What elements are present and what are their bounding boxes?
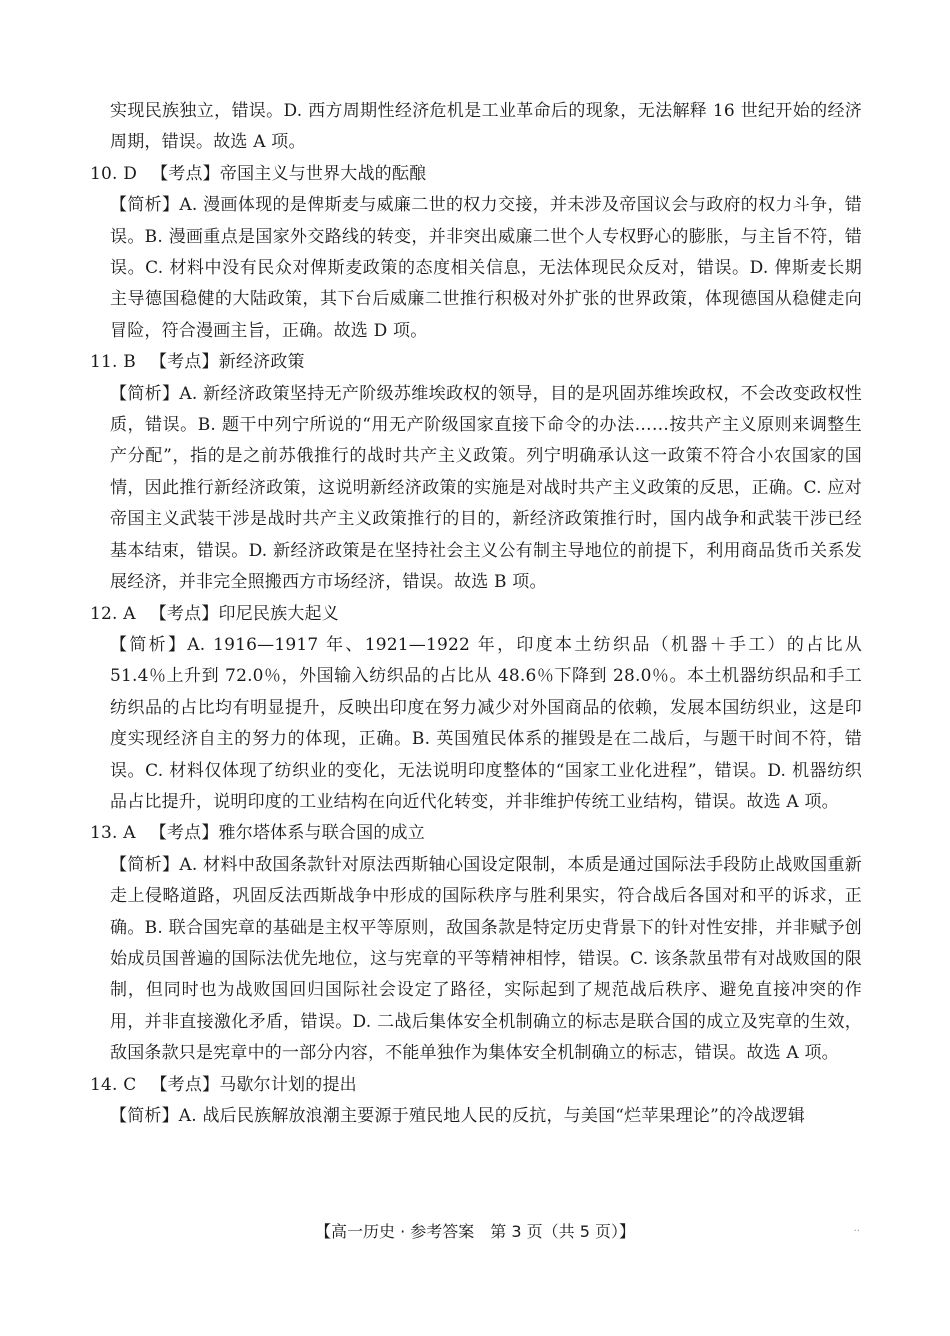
question-number: 12. A bbox=[90, 603, 136, 624]
question-header bbox=[90, 159, 862, 190]
question-11 bbox=[90, 347, 862, 598]
question-topic: 【考点】马歇尔计划的提出 bbox=[150, 1074, 357, 1095]
question-header bbox=[90, 599, 862, 630]
question-analysis: 【简析】A. 材料中敌国条款针对原法西斯轴心国设定限制，本质是通过国际法手段防止战败国重新走上侵略道路，巩固反法西斯战争中形成的国际秩序与胜利果实，符合战后各国对和平的诉求，正确。B. 联合国宪章的基础是主权平等原则，敌国条款是特定历史背景下的针对性安排，并非赋予创始成员国普遍的国际法优先地位，这与宪章的平等精神相悖，错误。C. 该条款虽带有对战败国的限制，但同时也为战败国回归国际社会设定了路径，实际起到了规范战后秩序、避免直接冲突的作用，并非直接激化矛盾，错误。D. 二战后集体安全机制确立的标志是联合国的成立及宪章的生效，敌国条款只是宪章中的一部分内容，不能单独作为集体安全机制确立的标志，错误。故选 A 项。 bbox=[110, 854, 862, 1064]
question-topic: 【考点】印尼民族大起义 bbox=[149, 603, 339, 624]
question-number: 10. D bbox=[90, 163, 138, 184]
question-analysis: 【简析】A. 1916—1917 年、1921—1922 年，印度本土纺织品（机器＋手工）的占比从 51.4％上升到 72.0％，外国输入纺织品的占比从 48.6％下降到 28.0％。本土机器纺织品和手工纺织品的占比均有明显提升，反映出印度在努力减少对外国商品的依赖，发展本国纺织业，这是印度实现经济自主的努力的体现，正确。B. 英国殖民体系的摧毁是在二战后，与题干时间不符，错误。C. 材料仅体现了纺织业的变化，无法说明印度整体的“国家工业化进程”，错误。D. 机器纺织品占比提升，说明印度的工业结构在向近代化转变，并非维护传统工业结构，错误。故选 A 项。 bbox=[110, 634, 862, 812]
question-header bbox=[90, 818, 862, 849]
question-number: 11. B bbox=[90, 352, 136, 373]
question-header bbox=[90, 347, 862, 378]
question-14 bbox=[90, 1070, 862, 1133]
question-header bbox=[90, 1070, 862, 1101]
page-footer: 【高一历史 · 参考答案 第 3 页（共 5 页）】 bbox=[315, 1222, 635, 1241]
question-number: 14. C bbox=[90, 1074, 137, 1095]
question-analysis: 【简析】A. 新经济政策坚持无产阶级苏维埃政权的领导，目的是巩固苏维埃政权，不会改变政权性质，错误。B. 题干中列宁所说的“用无产阶级国家直接下命令的办法……按共产主义原则来调整生产分配”，指的是之前苏俄推行的战时共产主义政策。列宁明确承认这一政策不符合小农国家的国情，因此推行新经济政策，这说明新经济政策的实施是对战时共产主义政策的反思，正确。C. 应对帝国主义武装干涉是战时共产主义政策推行的目的，新经济政策推行时，国内战争和武装干涉已经基本结束，错误。D. 新经济政策是在坚持社会主义公有制主导地位的前提下，利用商品货币关系发展经济，并非完全照搬西方市场经济，错误。故选 B 项。 bbox=[110, 383, 862, 593]
question-topic: 【考点】新经济政策 bbox=[149, 352, 305, 373]
corner-dots: ·· bbox=[853, 1226, 860, 1237]
intro-paragraph: 实现民族独立，错误。D. 西方周期性经济危机是工业革命后的现象，无法解释 16 世纪开始的经济周期，错误。故选 A 项。 bbox=[110, 101, 862, 153]
question-topic: 【考点】雅尔塔体系与联合国的成立 bbox=[149, 823, 425, 844]
question-13 bbox=[90, 818, 862, 1069]
question-number: 13. A bbox=[90, 823, 136, 844]
answer-content bbox=[90, 96, 862, 1132]
question-10 bbox=[90, 159, 862, 347]
question-analysis: 【简析】A. 战后民族解放浪潮主要源于殖民地人民的反抗，与美国“烂苹果理论”的冷战逻辑 bbox=[110, 1106, 806, 1126]
question-analysis: 【简析】A. 漫画体现的是俾斯麦与威廉二世的权力交接，并未涉及帝国议会与政府的权力斗争，错误。B. 漫画重点是国家外交路线的转变，并非突出威廉二世个人专权野心的膨胀，与主旨不符，错误。C. 材料中没有民众对俾斯麦政策的态度相关信息，无法体现民众反对，错误。D. 俾斯麦长期主导德国稳健的大陆政策，其下台后威廉二世推行积极对外扩张的世界政策，体现德国从稳健走向冒险，符合漫画主旨，正确。故选 D 项。 bbox=[110, 195, 862, 341]
question-topic: 【考点】帝国主义与世界大战的酝酿 bbox=[151, 163, 427, 184]
question-12 bbox=[90, 599, 862, 819]
